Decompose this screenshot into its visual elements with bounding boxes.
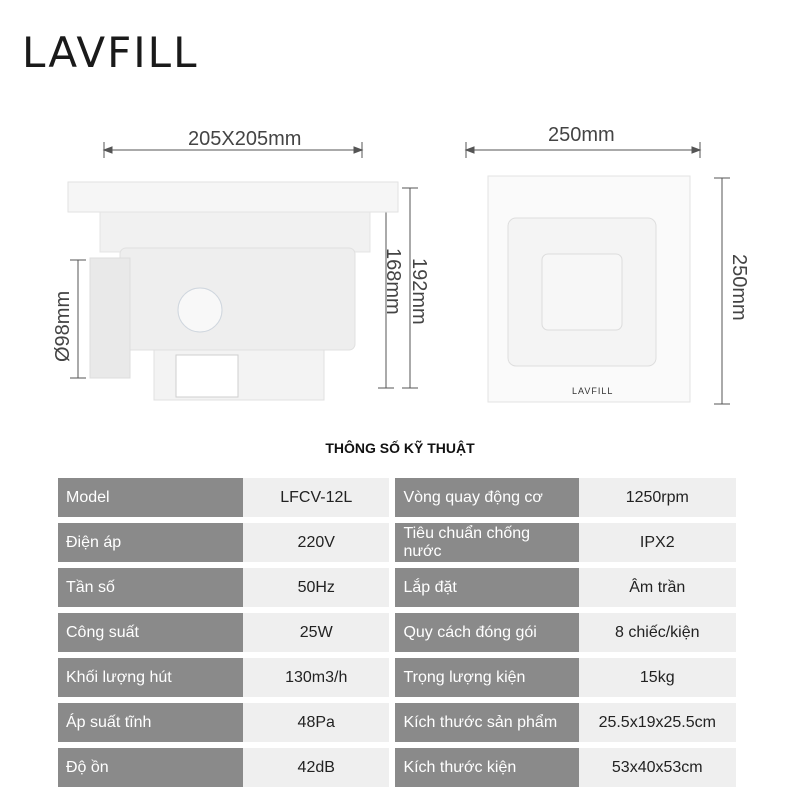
spec-label: Lắp đặt [389, 568, 578, 607]
spec-label: Vòng quay động cơ [389, 478, 578, 517]
spec-label: Độ ồn [58, 748, 243, 787]
spec-value: 25.5x19x25.5cm [579, 703, 736, 742]
table-row [58, 568, 736, 607]
table-row [58, 613, 736, 652]
table-row [58, 658, 736, 697]
spec-value: 15kg [579, 658, 736, 697]
spec-label: Tần số [58, 568, 243, 607]
brand-logo: LAVFILL [22, 28, 199, 77]
spec-value: 25W [243, 613, 389, 652]
spec-value: LFCV-12L [243, 478, 389, 517]
spec-value: 130m3/h [243, 658, 389, 697]
fan-front-view [488, 176, 690, 402]
spec-value: 8 chiếc/kiện [579, 613, 736, 652]
dim-duct-diameter: Ø98mm [52, 290, 74, 362]
spec-label: Trọng lượng kiện [389, 658, 578, 697]
dim-side-height-total: 192mm [408, 258, 430, 325]
dim-front-height: 250mm [728, 254, 750, 321]
spec-value: 53x40x53cm [579, 748, 736, 787]
spec-value: Âm trần [579, 568, 736, 607]
spec-value: 42dB [243, 748, 389, 787]
spec-label: Kích thước kiện [389, 748, 578, 787]
spec-title: THÔNG SỐ KỸ THUẬT [325, 440, 475, 456]
spec-label: Model [58, 478, 243, 517]
fan-side-view [68, 182, 398, 400]
spec-value: 48Pa [243, 703, 389, 742]
panel-logo: LAVFILL [572, 386, 614, 396]
spec-value: 1250rpm [579, 478, 736, 517]
spec-label: Kích thước sản phẩm [389, 703, 578, 742]
spec-label: Áp suất tĩnh [58, 703, 243, 742]
table-row [58, 478, 736, 517]
spec-value: 50Hz [243, 568, 389, 607]
table-row [58, 703, 736, 742]
table-row [58, 748, 736, 787]
table-row [58, 523, 736, 562]
spec-table [58, 472, 736, 793]
spec-label: Quy cách đóng gói [389, 613, 578, 652]
spec-value: 220V [243, 523, 389, 562]
spec-label: Công suất [58, 613, 243, 652]
dim-side-height-body: 168mm [382, 248, 404, 315]
dim-side-width: 205X205mm [188, 128, 302, 150]
spec-label: Khối lượng hút [58, 658, 243, 697]
dim-front-width: 250mm [548, 124, 615, 146]
spec-label: Tiêu chuẩn chống nước [389, 523, 578, 562]
spec-value: IPX2 [579, 523, 736, 562]
spec-label: Điện áp [58, 523, 243, 562]
